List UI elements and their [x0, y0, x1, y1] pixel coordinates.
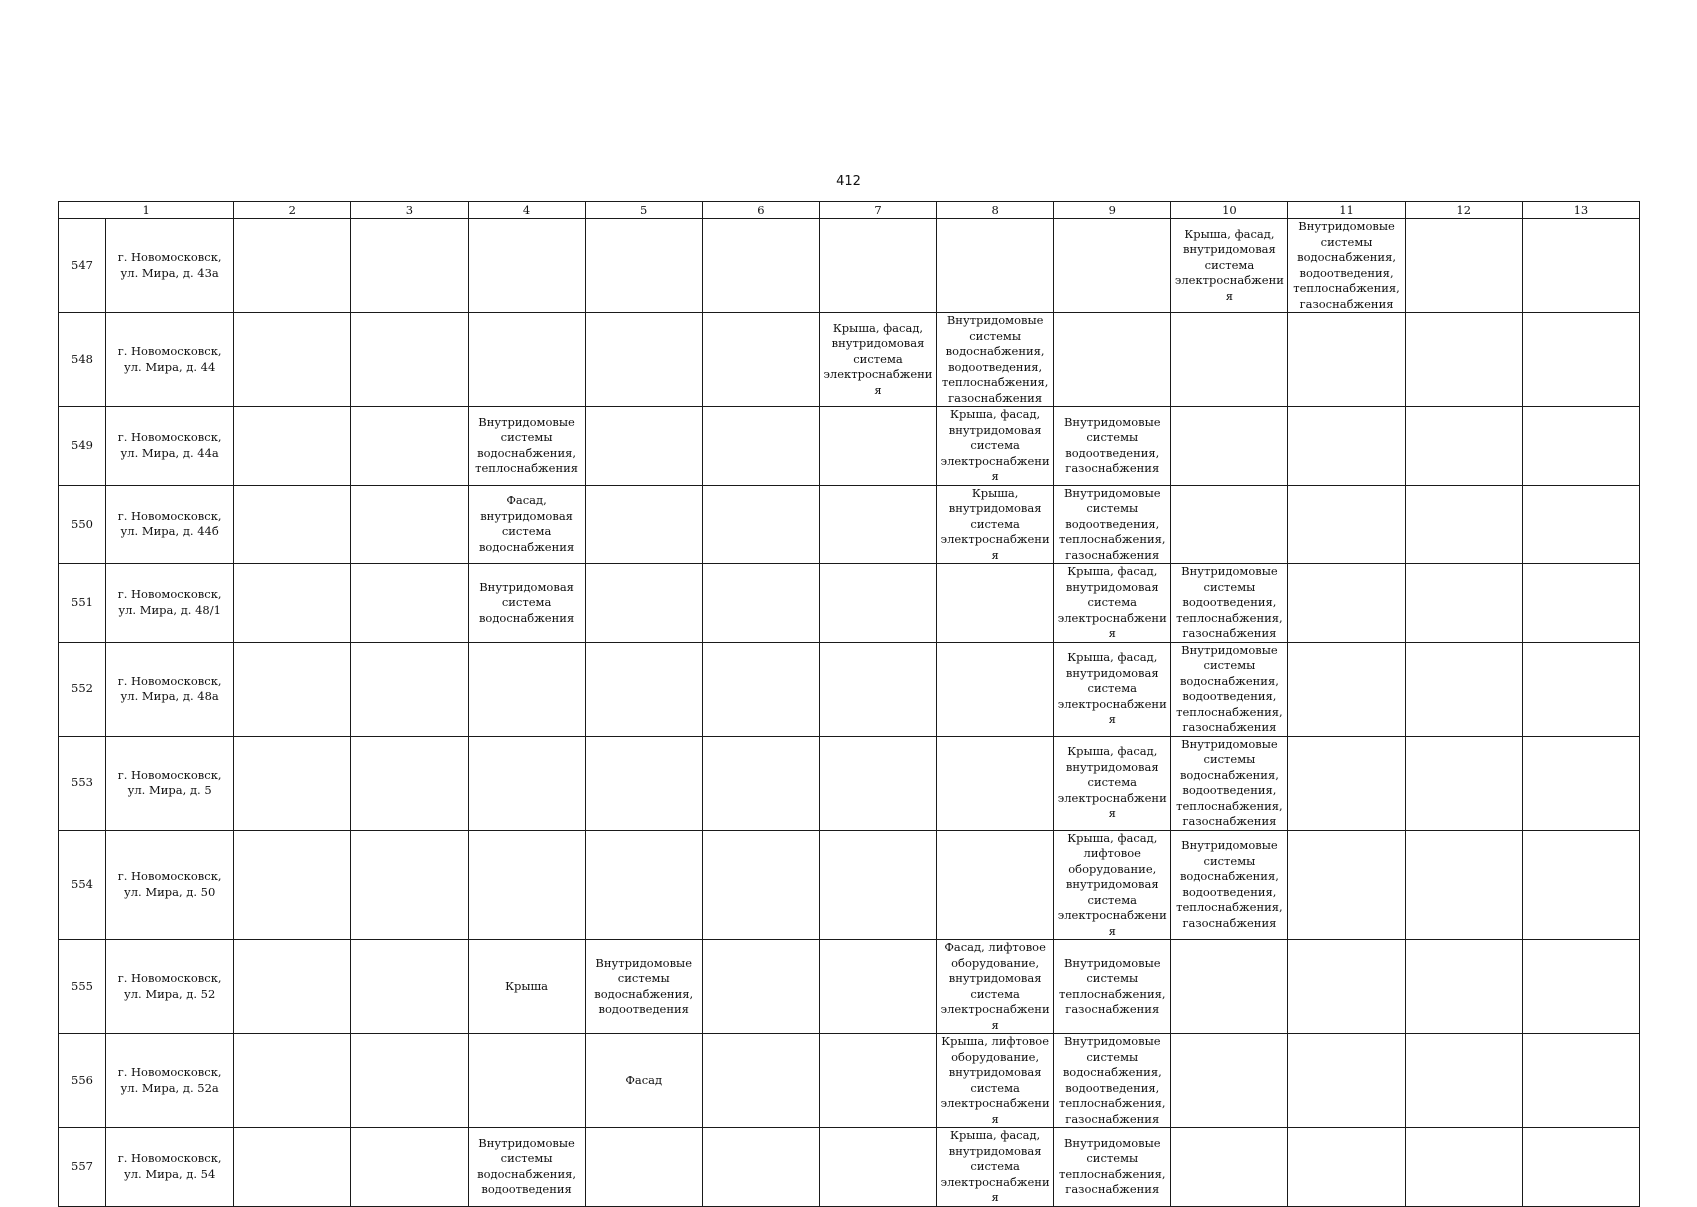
work-type-cell-col-2	[234, 485, 351, 564]
work-type-cell-col-3	[351, 642, 468, 736]
work-type-cell-col-3	[351, 219, 468, 313]
address-cell	[106, 313, 234, 407]
work-type-cell-col-4	[468, 830, 585, 940]
address-cell	[106, 407, 234, 486]
column-header: 12	[1405, 202, 1522, 219]
work-type-cell-col-5	[585, 564, 702, 643]
work-type-cell-col-2	[234, 830, 351, 940]
address-cell	[106, 485, 234, 564]
work-type-cell-col-11	[1288, 1128, 1405, 1207]
work-type-cell-col-4: Фасад, внутридомовая система водоснабжения	[468, 485, 585, 564]
work-type-cell-col-10	[1171, 940, 1288, 1034]
table-row	[59, 219, 1640, 313]
work-type-cell-col-13	[1522, 313, 1639, 407]
work-type-cell-col-7	[819, 564, 936, 643]
column-header: 9	[1054, 202, 1171, 219]
work-type-cell-col-7	[819, 1128, 936, 1207]
work-type-cell-col-13	[1522, 736, 1639, 830]
work-type-cell-col-8	[937, 736, 1054, 830]
column-header: 3	[351, 202, 468, 219]
work-type-cell-col-3	[351, 1128, 468, 1207]
work-type-cell-col-9: Внутридомовые системы водоотведения, теплоснабжения, газоснабжения	[1054, 485, 1171, 564]
address-line: г. Новомосковск,	[117, 869, 222, 884]
address-line: ул. Мира, д. 52а	[120, 1080, 219, 1095]
work-type-cell-col-4	[468, 219, 585, 313]
address-cell	[106, 564, 234, 643]
address-cell	[106, 219, 234, 313]
work-type-cell-col-9: Внутридомовые системы водоснабжения, водоотведения, теплоснабжения, газоснабжения	[1054, 1034, 1171, 1128]
column-header: 8	[937, 202, 1054, 219]
address-line: ул. Мира, д. 44б	[120, 524, 219, 539]
table-row	[59, 1034, 1640, 1128]
address-line: г. Новомосковск,	[117, 767, 222, 782]
work-type-cell-col-5	[585, 219, 702, 313]
work-type-cell-col-12	[1405, 642, 1522, 736]
work-type-cell-col-2	[234, 940, 351, 1034]
work-type-cell-col-11	[1288, 313, 1405, 407]
work-type-cell-col-6	[702, 564, 819, 643]
work-type-cell-col-3	[351, 830, 468, 940]
address-line: ул. Мира, д. 43а	[120, 265, 219, 280]
work-type-cell-col-5	[585, 407, 702, 486]
work-type-cell-col-13	[1522, 940, 1639, 1034]
work-type-cell-col-7	[819, 736, 936, 830]
work-type-cell-col-5	[585, 642, 702, 736]
work-type-cell-col-7	[819, 642, 936, 736]
table-row	[59, 830, 1640, 940]
work-type-cell-col-2	[234, 407, 351, 486]
column-header: 4	[468, 202, 585, 219]
work-type-cell-col-2	[234, 1034, 351, 1128]
work-type-cell-col-4	[468, 1034, 585, 1128]
work-type-cell-col-6	[702, 1034, 819, 1128]
work-type-cell-col-10	[1171, 407, 1288, 486]
table-row	[59, 1128, 1640, 1207]
address-cell	[106, 940, 234, 1034]
work-type-cell-col-6	[702, 642, 819, 736]
work-type-cell-col-11	[1288, 642, 1405, 736]
work-type-cell-col-13	[1522, 1128, 1639, 1207]
address-line: ул. Мира, д. 50	[123, 884, 216, 899]
work-type-cell-col-8: Крыша, фасад, внутридомовая система электроснабжения	[937, 1128, 1054, 1207]
work-type-cell-col-8: Крыша, лифтовое оборудование, внутридомовая система электроснабжения	[937, 1034, 1054, 1128]
table-row	[59, 940, 1640, 1034]
work-type-cell-col-12	[1405, 940, 1522, 1034]
work-type-cell-col-5	[585, 485, 702, 564]
work-type-cell-col-4: Внутридомовая система водоснабжения	[468, 564, 585, 643]
work-type-cell-col-11	[1288, 564, 1405, 643]
address-cell	[106, 1128, 234, 1207]
work-type-cell-col-4: Крыша	[468, 940, 585, 1034]
work-type-cell-col-12	[1405, 407, 1522, 486]
work-type-cell-col-7	[819, 830, 936, 940]
row-number-cell: 549	[59, 407, 106, 486]
address-line: г. Новомосковск,	[117, 673, 222, 688]
column-number-header-row	[59, 202, 1640, 219]
row-number-cell: 555	[59, 940, 106, 1034]
address-line: ул. Мира, д. 48/1	[118, 602, 221, 617]
work-type-cell-col-4: Внутридомовые системы водоснабжения, водоотведения	[468, 1128, 585, 1207]
work-type-cell-col-13	[1522, 564, 1639, 643]
work-type-cell-col-10	[1171, 1128, 1288, 1207]
work-type-cell-col-13	[1522, 642, 1639, 736]
address-line: г. Новомосковск,	[117, 971, 222, 985]
work-type-cell-col-2	[234, 564, 351, 643]
work-type-cell-col-12	[1405, 1034, 1522, 1128]
work-type-cell-col-3	[351, 736, 468, 830]
work-type-cell-col-12	[1405, 736, 1522, 830]
work-type-cell-col-6	[702, 736, 819, 830]
column-header: 2	[234, 202, 351, 219]
work-type-cell-col-10	[1171, 313, 1288, 407]
work-type-cell-col-10: Внутридомовые системы водоснабжения, водоотведения, теплоснабжения, газоснабжения	[1171, 830, 1288, 940]
work-type-cell-col-9	[1054, 219, 1171, 313]
address-line: г. Новомосковск,	[117, 250, 222, 264]
work-type-cell-col-8	[937, 219, 1054, 313]
work-type-cell-col-11	[1288, 485, 1405, 564]
row-number-cell: 551	[59, 564, 106, 643]
row-number-cell: 557	[59, 1128, 106, 1207]
work-type-cell-col-13	[1522, 485, 1639, 564]
work-type-cell-col-9: Внутридомовые системы теплоснабжения, газоснабжения	[1054, 1128, 1171, 1207]
work-type-cell-col-12	[1405, 219, 1522, 313]
address-line: ул. Мира, д. 54	[123, 1166, 216, 1181]
work-type-cell-col-10: Внутридомовые системы водоотведения, теплоснабжения, газоснабжения	[1171, 564, 1288, 643]
work-type-cell-col-7	[819, 485, 936, 564]
column-header: 11	[1288, 202, 1405, 219]
work-type-cell-col-9: Крыша, фасад, внутридомовая система электроснабжения	[1054, 564, 1171, 643]
work-type-cell-col-9: Крыша, фасад, лифтовое оборудование, внутридомовая система электроснабжения	[1054, 830, 1171, 940]
work-type-cell-col-7	[819, 940, 936, 1034]
work-type-cell-col-12	[1405, 564, 1522, 643]
work-type-cell-col-13	[1522, 219, 1639, 313]
work-type-cell-col-11	[1288, 830, 1405, 940]
work-type-cell-col-10: Внутридомовые системы водоснабжения, водоотведения, теплоснабжения, газоснабжения	[1171, 736, 1288, 830]
work-type-cell-col-7	[819, 1034, 936, 1128]
work-type-cell-col-3	[351, 485, 468, 564]
work-type-cell-col-9: Внутридомовые системы теплоснабжения, газоснабжения	[1054, 940, 1171, 1034]
column-header: 7	[819, 202, 936, 219]
work-type-cell-col-11	[1288, 1034, 1405, 1128]
table-row	[59, 485, 1640, 564]
address-line: ул. Мира, д. 44	[123, 359, 216, 374]
table-row	[59, 564, 1640, 643]
work-type-cell-col-5	[585, 830, 702, 940]
work-type-cell-col-12	[1405, 1128, 1522, 1207]
work-type-cell-col-8	[937, 830, 1054, 940]
work-type-cell-col-11	[1288, 407, 1405, 486]
work-type-cell-col-11: Внутридомовые системы водоснабжения, водоотведения, теплоснабжения, газоснабжения	[1288, 219, 1405, 313]
work-type-cell-col-11	[1288, 736, 1405, 830]
address-line: ул. Мира, д. 44а	[120, 445, 219, 460]
work-type-cell-col-6	[702, 830, 819, 940]
work-type-cell-col-12	[1405, 313, 1522, 407]
work-type-cell-col-8: Крыша, внутридомовая система электроснабжения	[937, 485, 1054, 564]
address-line: г. Новомосковск,	[117, 587, 222, 602]
work-type-cell-col-3	[351, 564, 468, 643]
address-line: г. Новомосковск,	[117, 508, 222, 523]
work-type-cell-col-4	[468, 736, 585, 830]
address-line: г. Новомосковск,	[117, 430, 222, 445]
table-row	[59, 642, 1640, 736]
work-type-cell-col-5	[585, 313, 702, 407]
work-type-cell-col-2	[234, 642, 351, 736]
row-number-cell: 550	[59, 485, 106, 564]
work-type-cell-col-4: Внутридомовые системы водоснабжения, теплоснабжения	[468, 407, 585, 486]
row-number-cell: 554	[59, 830, 106, 940]
address-line: ул. Мира, д. 52	[123, 986, 216, 1001]
work-type-cell-col-2	[234, 313, 351, 407]
work-type-cell-col-6	[702, 940, 819, 1034]
address-cell	[106, 1034, 234, 1128]
work-type-cell-col-2	[234, 1128, 351, 1207]
work-type-cell-col-12	[1405, 485, 1522, 564]
work-type-cell-col-12	[1405, 830, 1522, 940]
work-type-cell-col-6	[702, 1128, 819, 1207]
work-type-cell-col-3	[351, 940, 468, 1034]
work-type-cell-col-10: Внутридомовые системы водоснабжения, водоотведения, теплоснабжения, газоснабжения	[1171, 642, 1288, 736]
work-type-cell-col-10	[1171, 485, 1288, 564]
column-header: 13	[1522, 202, 1639, 219]
table-row	[59, 313, 1640, 407]
work-type-cell-col-11	[1288, 940, 1405, 1034]
work-type-cell-col-10	[1171, 1034, 1288, 1128]
column-header: 1	[59, 202, 234, 219]
work-type-cell-col-4	[468, 642, 585, 736]
address-line: г. Новомосковск,	[117, 1151, 222, 1166]
work-type-cell-col-8: Фасад, лифтовое оборудование, внутридомовая система электроснабжения	[937, 940, 1054, 1034]
row-number-cell: 552	[59, 642, 106, 736]
page-number: 412	[836, 174, 861, 189]
work-type-cell-col-2	[234, 219, 351, 313]
work-type-cell-col-6	[702, 407, 819, 486]
row-number-cell: 547	[59, 219, 106, 313]
table-row	[59, 736, 1640, 830]
work-type-cell-col-9: Внутридомовые системы водоотведения, газоснабжения	[1054, 407, 1171, 486]
address-line: г. Новомосковск,	[117, 344, 222, 358]
address-cell	[106, 642, 234, 736]
column-header: 5	[585, 202, 702, 219]
work-type-cell-col-9: Крыша, фасад, внутридомовая система электроснабжения	[1054, 642, 1171, 736]
work-type-cell-col-6	[702, 219, 819, 313]
work-type-cell-col-13	[1522, 830, 1639, 940]
work-type-cell-col-3	[351, 407, 468, 486]
work-type-cell-col-8	[937, 642, 1054, 736]
work-type-cell-col-3	[351, 313, 468, 407]
work-type-cell-col-8	[937, 564, 1054, 643]
work-type-cell-col-6	[702, 313, 819, 407]
row-number-cell: 548	[59, 313, 106, 407]
work-type-cell-col-7	[819, 219, 936, 313]
column-header: 6	[702, 202, 819, 219]
row-number-cell: 556	[59, 1034, 106, 1128]
work-type-cell-col-8: Крыша, фасад, внутридомовая система электроснабжения	[937, 407, 1054, 486]
work-type-cell-col-9: Крыша, фасад, внутридомовая система электроснабжения	[1054, 736, 1171, 830]
address-line: г. Новомосковск,	[117, 1065, 222, 1079]
work-type-cell-col-5	[585, 736, 702, 830]
work-type-cell-col-3	[351, 1034, 468, 1128]
address-cell	[106, 830, 234, 940]
work-type-cell-col-13	[1522, 1034, 1639, 1128]
work-type-cell-col-5: Фасад	[585, 1034, 702, 1128]
work-type-cell-col-7: Крыша, фасад, внутридомовая система электроснабжения	[819, 313, 936, 407]
work-type-cell-col-2	[234, 736, 351, 830]
repair-schedule-table	[58, 201, 1640, 1207]
work-type-cell-col-10: Крыша, фасад, внутридомовая система электроснабжения	[1171, 219, 1288, 313]
work-type-cell-col-8: Внутридомовые системы водоснабжения, водоотведения, теплоснабжения, газоснабжения	[937, 313, 1054, 407]
work-type-cell-col-4	[468, 313, 585, 407]
address-line: ул. Мира, д. 5	[127, 783, 212, 797]
row-number-cell: 553	[59, 736, 106, 830]
work-type-cell-col-13	[1522, 407, 1639, 486]
table-row	[59, 407, 1640, 486]
work-type-cell-col-5: Внутридомовые системы водоснабжения, водоотведения	[585, 940, 702, 1034]
address-cell	[106, 736, 234, 830]
column-header: 10	[1171, 202, 1288, 219]
address-line: ул. Мира, д. 48а	[120, 689, 219, 703]
work-type-cell-col-5	[585, 1128, 702, 1207]
work-type-cell-col-6	[702, 485, 819, 564]
work-type-cell-col-7	[819, 407, 936, 486]
work-type-cell-col-9	[1054, 313, 1171, 407]
